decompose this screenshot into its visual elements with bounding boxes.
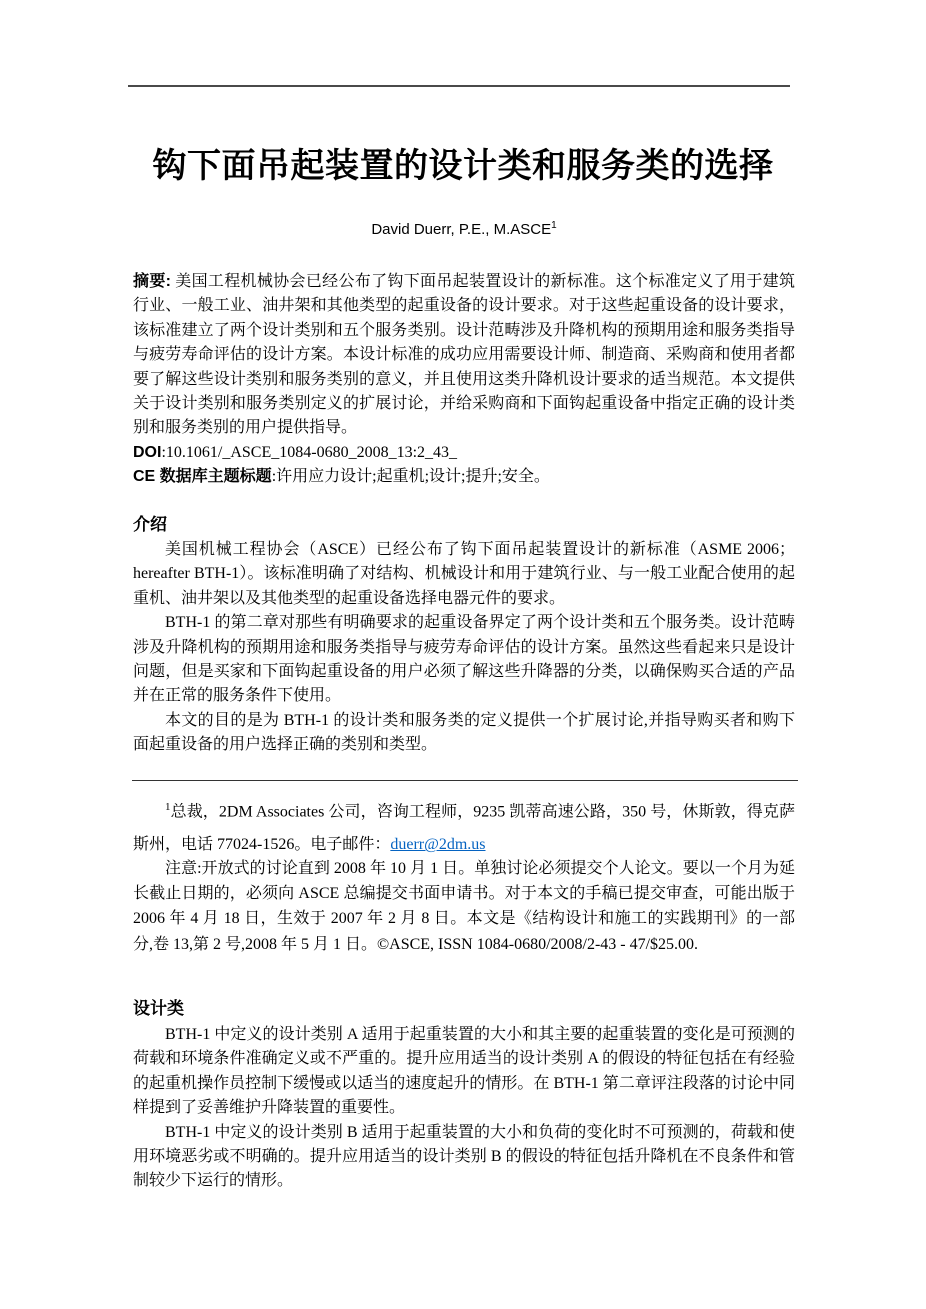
abstract-label: 摘要: bbox=[133, 273, 171, 290]
abstract-text: 美国工程机械协会已经公布了钩下面吊起装置设计的新标准。这个标准定义了用于建筑行业、一般工业、油井架和其他类型的起重设备的设计要求。对于这些起重设备的设计要求，该标准建立了两个设计类别和五个服务类别。设计范畴涉及升降机构的预期用途和服务类指导与疲劳寿命评估的设计方案。本设计标准的成功应用需要设计师、制造商、采购商和使用者都要了解这些设计类别和服务类别的意义，并且使用这类升降机设计要求的适当规范。本文提供关于设计类别和服务类别定义的扩展讨论，并给采购商和下面钩起重设备中指定正确的设计类别和服务类别的用户提供指导。 bbox=[133, 273, 795, 437]
footnote-affiliation-text: 总裁，2DM Associates 公司，咨询工程师，9235 凯蒂高速公路，350 号，休斯敦，得克萨斯州，电话 77024-1526。电子邮件： bbox=[133, 803, 795, 854]
ce-database-subject-line bbox=[133, 465, 795, 489]
footnote-note: 注意:开放式的讨论直到 2008 年 10 月 1 日。单独讨论必须提交个人论文。要以一个月为延长截止日期的，必须向 ASCE 总编提交书面申请书。对于本文的手稿已提交审查，可能出版于 2006 年 4 月 18 日，生效于 2007 年 2 月 8 日。本文是《结构设计和施工的实践期刊》的一部分,卷 13,第 2 号,2008 年 5 月 1 日。©ASCE, ISSN 1084-0680/2008/2-43 - 47/$25.00. bbox=[133, 860, 795, 953]
design-category-body bbox=[133, 1023, 795, 1194]
author-name: David Duerr, P.E., M.ASCE bbox=[371, 221, 552, 238]
abstract-paragraph bbox=[133, 270, 795, 441]
ce-label: CE 数据库主题标题 bbox=[133, 468, 272, 485]
top-horizontal-rule bbox=[128, 85, 790, 87]
abstract-block bbox=[133, 270, 795, 441]
doi-value: :10.1061/_ASCE_1084-0680_2008_13:2_43_ bbox=[161, 444, 458, 461]
introduction-body bbox=[133, 538, 795, 758]
doi-label: DOI bbox=[133, 444, 162, 461]
design-category-heading: 设计类 bbox=[133, 999, 184, 1018]
design-category-paragraph: BTH-1 中定义的设计类别 A 适用于起重装置的大小和其主要的起重装置的变化是可预测的 荷载和环境条件准确定义或不严重的。提升应用适当的设计类别 A 的假设的特征包括在有经验的起重机操作员控制下缓慢或以适当的速度起升的情形。在 BTH-1 第二章评注段落的讨论中同样提到了妥善维护升降装置的重要性。 bbox=[133, 1026, 795, 1117]
footnote-superscript: 1 bbox=[165, 801, 171, 813]
page-title: 钩下面吊起装置的设计类和服务类的选择 bbox=[152, 147, 774, 185]
introduction-heading: 介绍 bbox=[133, 515, 167, 534]
introduction-paragraph: 美国机械工程协会（ASCE）已经公布了钩下面吊起装置设计的新标准（ASME 2006；hereafter BTH-1）。该标准明确了对结构、机械设计和用于建筑行业、与一般工业配合使用的起重机、油井架以及其他类型的起重设备选择电器元件的要求。 bbox=[133, 541, 795, 607]
introduction-paragraph: BTH-1 的第二章对那些有明确要求的起重设备界定了两个设计类和五个服务类。设计范畴涉及升降机构的预期用途和服务类指导与疲劳寿命评估的设计方案。虽然这些看起来只是设计问题，但是买家和下面钩起重设备的用户必须了解这些升降器的分类，以确保购买合适的产品并在正常的服务条件下使用。 bbox=[133, 614, 795, 705]
introduction-paragraph: 本文的目的是为 BTH-1 的设计类和服务类的定义提供一个扩展讨论,并指导购买者和购下面起重设备的用户选择正确的类别和类型。 bbox=[133, 711, 795, 754]
footnote-affiliation bbox=[133, 791, 795, 861]
doi-line bbox=[133, 441, 795, 465]
author-superscript: 1 bbox=[551, 220, 557, 231]
author-line bbox=[133, 220, 795, 238]
footnote-email-link[interactable]: duerr@2dm.us bbox=[390, 836, 486, 854]
ce-value: :许用应力设计;起重机;设计;提升;安全。 bbox=[271, 468, 550, 485]
footnote-divider-rule bbox=[132, 780, 798, 781]
design-category-paragraph: BTH-1 中定义的设计类别 B 适用于起重装置的大小和负荷的变化时不可预测的，荷载和使用环境恶劣或不明确的。提升应用适当的设计类别 B 的假设的特征包括升降机在不良条件和管制较少下运行的情形。 bbox=[133, 1123, 795, 1190]
